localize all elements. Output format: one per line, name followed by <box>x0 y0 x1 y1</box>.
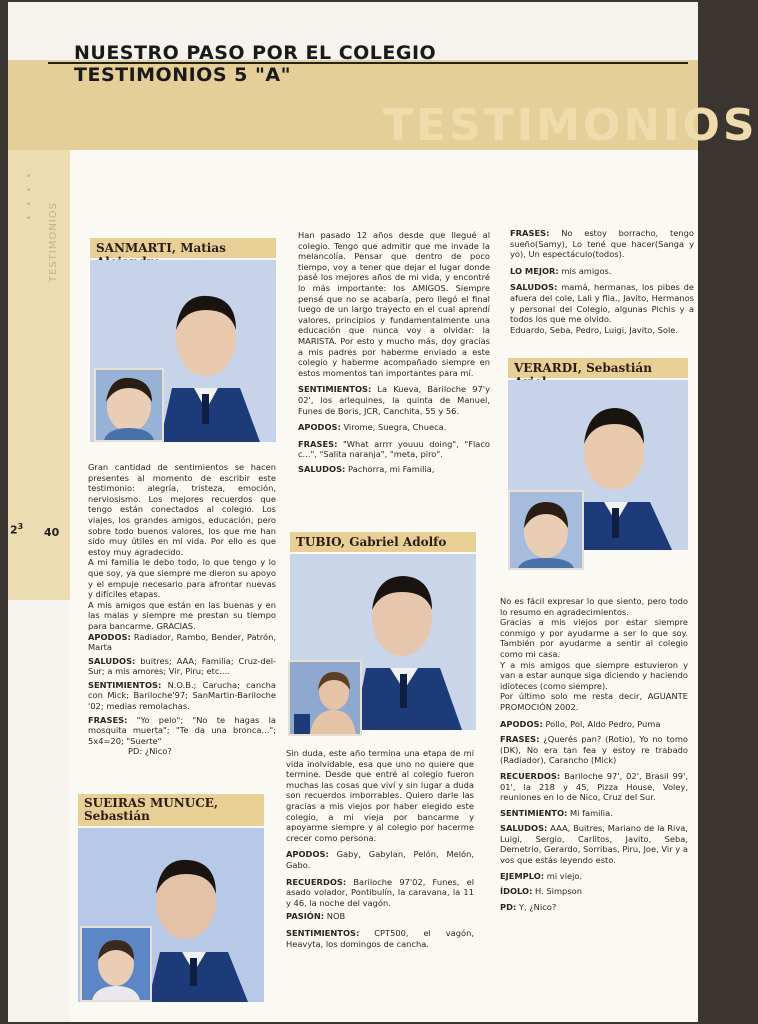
student-name-sueiras: SUEIRAS MUNUCE, Sebastián <box>78 794 264 826</box>
testimonial-tubio: Sin duda, este año termina una etapa de mi vida inolvidable, esa que uno no quiere que termine. Desde que entré al colegio fueron muchas las cosas que viví y sin lugar a duda son recuerdos imborrables. Quiero darle las gracias a mis viejos por haber elegido este colegio, a mi vieja por bancarme y apoyarme siempre y al colegio por hacerme crecer como persona. APODOS: Gaby, Gabylan, Pelón, Melón, Gabo. RECUERDOS: Bariloche 97'02, Funes, el asado volador, Pontibulín, la caravana, la 11 y 46, la noche del vagón. PASIÓN: NOB SENTIMIENTOS: CPT500, el vagón, Heavyta, los domingos de cancha. <box>286 748 474 949</box>
child-photo-verardi <box>508 490 584 570</box>
student-name-tubio: TUBIO, Gabriel Adolfo <box>290 532 476 552</box>
page-subtitle: TESTIMONIOS 5 "A" <box>74 64 291 86</box>
side-dots: • • • • <box>26 172 32 224</box>
student-name-sanmarti: SANMARTI, Matias <box>90 238 276 258</box>
yearbook-page <box>8 2 758 1022</box>
testimonial-verardi: No es fácil expresar lo que siento, pero todo lo resumo en agradecimientos. Gracias a mis viejos por estar siempre conmigo y por ayudarme a ser lo que soy. También por ayudarme a sentir al colegio como mi casa. Y a mis amigos que siempre estuvieron y van a estar aunque siga diciendo y haciendo idioteces (como siempre). Por último solo me resta decir, AGUANTE PROMOCIÓN 2002. APODOS: Pollo, Pol, Aldo Pedro, Puma FRASES: ¿Querés pan? (Rotio), Yo no tomo (DK), No era tan fea y estoy re trabado (Radiador), Caranchо (Mick) RECUERDOS: Bariloche 97', 02', Brasil 99', 01', la 218 y 45, Pizza House, Voley, reuniones en lo de Nico, Cruz del Sur. SENTIMIENTO: Mi familia. SALUDOS: AAA, Buitres, Mariano de la Riva, Luigi, Sergio, Carlitos, Javito, Seba, Demetrio, Gerardo, Sorribas, Piru, Joe, Vir y a vos que estás leyendo esto. EJEMPLO: mi viejo. ÍDOLO: H. Simpson PD: Y, ¿Nico? <box>500 596 688 912</box>
child-photo-tubio <box>288 660 362 736</box>
watermark-text: TESTIMONIOS <box>383 100 758 151</box>
side-word: TESTIMONIOS <box>48 202 59 282</box>
student-name-verardi: VERARDI, Sebastián <box>508 358 688 378</box>
testimonial-sanmarti: Gran cantidad de sentimientos se hacen presentes al momento de escribir este testimonio: alegría, tristeza, emoción, nerviosismo. Los mejores recuerdos que tengo están conectados al colegio. Los viajes, los grandes amigos, educación, pero sobre todo buenos valores, los que me han sido muy útiles en mi vida. Por ello es que estoy muy agradecido. A mi familia le debo todo, lo que tengo y lo que soy, ya que siempre me dieron su apoyo y el empuje necesario para afrontar nuevas y difíciles etapas. A mis amigos que están en las buenas y en las malas y siempre me prestan su tiempo para bancarme. GRACIAS. APODOS: Radiador, Rambo, Bender, Patrón, Marta SALUDOS: buitres; AAA; Familia; Cruz-del-Sur; a mis amores; Vir, Piru; etc.... SENTIMIENTOS: N.O.B.; Carucha; cancha con Mick; Bariloche'97; SanMartin-Bariloche '02; medias remolachas. FRASES: "Yo pelo"; "No te hagas la mosquita muerta"; "Te da una bronca..."; 5x4=20; "Suerte" PD: ¿Nico? <box>88 462 276 757</box>
column3-top-text: FRASES: No estoy borracho, tengo sueño(Samy), Lo tené que hacer(Sanga y yo), Un espectáculo(todos). LO MEJOR: mis amigos. SALUDOS: mamá, hermanas, los pibes de afuera del cole, Lali y flia., Javito, Hermanos y personal del Colegio, algunas Pichis y a todos los que me olvido. Eduardo, Seba, Pedro, Luigi, Javito, Sole. <box>510 228 694 335</box>
page-title: NUESTRO PASO POR EL COLEGIO <box>74 42 437 64</box>
page-number-second: 40 <box>44 526 60 539</box>
page-number: $2^3$ <box>10 522 24 537</box>
child-photo-sueiras <box>80 926 152 1002</box>
child-photo-sanmarti <box>94 368 164 442</box>
column2-top-text: Han pasado 12 años desde que llegué al colegio. Tengo que admitir que me invade la melancolía. Pensar que dentro de poco tiempo, voy a tener que dejar el lugar donde pasé los mejores años de mi vida, y encontré lo más importante: los AMIGOS. Siempre pensé que no se acabaría, pero llegó el final luego de un largo trayecto en el cual aprendí valores, principios y fundamentalmente una educación que nunca voy a olvidar: la MARISTA. Por esto y mucho más, doy gracias a mis padres por haberme enviado a este colegio y haberme acompañado siempre en estos momentos tan importantes para mí. SENTIMIENTOS: La Kueva, Bariloche 97'y 02', los arlequines, la quinta de Manuel, Funes de Boris, JCR, Canchita, 55 y 56. APODOS: Virome, Suegra, Chueca. FRASES: "What arrrr youuu doing", "Flaco c...", "Salita naranja", "meta, piro". SALUDOS: Pachorra, mi Familia, <box>298 230 490 474</box>
